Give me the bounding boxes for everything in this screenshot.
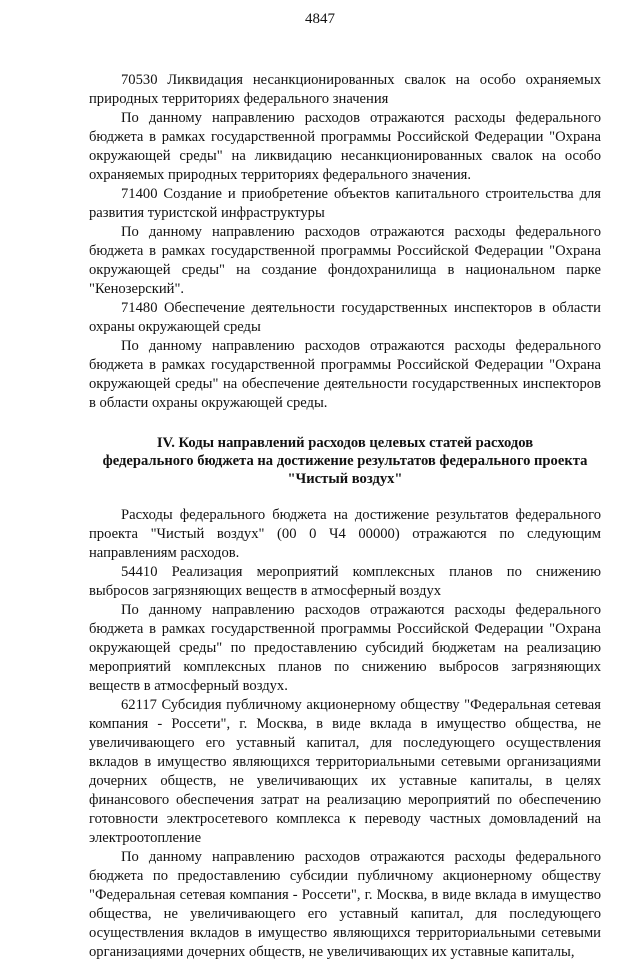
document-body (89, 71, 601, 962)
paragraph-intro: Расходы федерального бюджета на достижение результатов федерального проекта "Чистый воздух" (00 0 Ч4 00000) отражаются по следующим направлениям расходов. (89, 507, 601, 561)
paragraph-54410-title: 54410 Реализация мероприятий комплексных планов по снижению выбросов загрязняющих веществ в атмосферный воздух (89, 564, 601, 599)
paragraph-71400-text: По данному направлению расходов отражаются расходы федерального бюджета в рамках государственной программы Российской Федерации "Охрана окружающей среды" на создание фондохранилища в национальном парке "Кенозерский". (89, 224, 601, 297)
paragraph-71400-title: 71400 Создание и приобретение объектов капитального строительства для развития туристской инфраструктуры (89, 186, 601, 221)
paragraph-62117-title: 62117 Субсидия публичному акционерному обществу "Федеральная сетевая компания - Россети", г. Москва, в виде вклада в имущество общества, не увеличивающего его уставный капитал, для последующего осуществления вкладов в имущество являющихся территориальными сетевыми организациями дочерних обществ, не увеличивающих их уставные капиталы, в целях финансового обеспечения затрат на реализацию мероприятий по обеспечению готовности электросетевого комплекса к переводу частных домовладений на электроотопление (89, 697, 601, 846)
paragraph-54410-text: По данному направлению расходов отражаются расходы федерального бюджета в рамках государственной программы Российской Федерации "Охрана окружающей среды" по предоставлению субсидий бюджетам на реализацию мероприятий комплексных планов по снижению выбросов загрязняющих веществ в атмосферный воздух. (89, 602, 601, 694)
paragraph-70530-title: 70530 Ликвидация несанкционированных свалок на особо охраняемых природных территориях федерального значения (89, 72, 601, 107)
section-heading-line-3: "Чистый воздух" (287, 471, 403, 487)
paragraph-62117-text: По данному направлению расходов отражаются расходы федерального бюджета по предоставлению субсидии публичному акционерному обществу "Федеральная сетевая компания - Россети", г. Москва, в виде вклада в имущество общества, не увеличивающего его уставный капитал, для последующего осуществления вкладов в имущество являющихся территориальными сетевыми организациями дочерних обществ, не увеличивающих их уставные капиталы, (89, 849, 601, 960)
page-number: 4847 (305, 11, 335, 27)
section-heading-line-1: IV. Коды направлений расходов целевых статей расходов (156, 435, 534, 451)
paragraph-71480-title: 71480 Обеспечение деятельности государственных инспекторов в области охраны окружающей среды (89, 300, 601, 335)
paragraph-71480-text: По данному направлению расходов отражаются расходы федерального бюджета в рамках государственной программы Российской Федерации "Охрана окружающей среды" на обеспечение деятельности государственных инспекторов в области охраны окружающей среды. (89, 338, 601, 411)
paragraph-70530-text: По данному направлению расходов отражаются расходы федерального бюджета в рамках государственной программы Российской Федерации "Охрана окружающей среды" на ликвидацию несанкционированных свалок на особо охраняемых природных территориях федерального значения. (89, 110, 601, 183)
section-heading-line-2: федерального бюджета на достижение результатов федерального проекта (102, 453, 588, 469)
section-heading (89, 434, 601, 488)
